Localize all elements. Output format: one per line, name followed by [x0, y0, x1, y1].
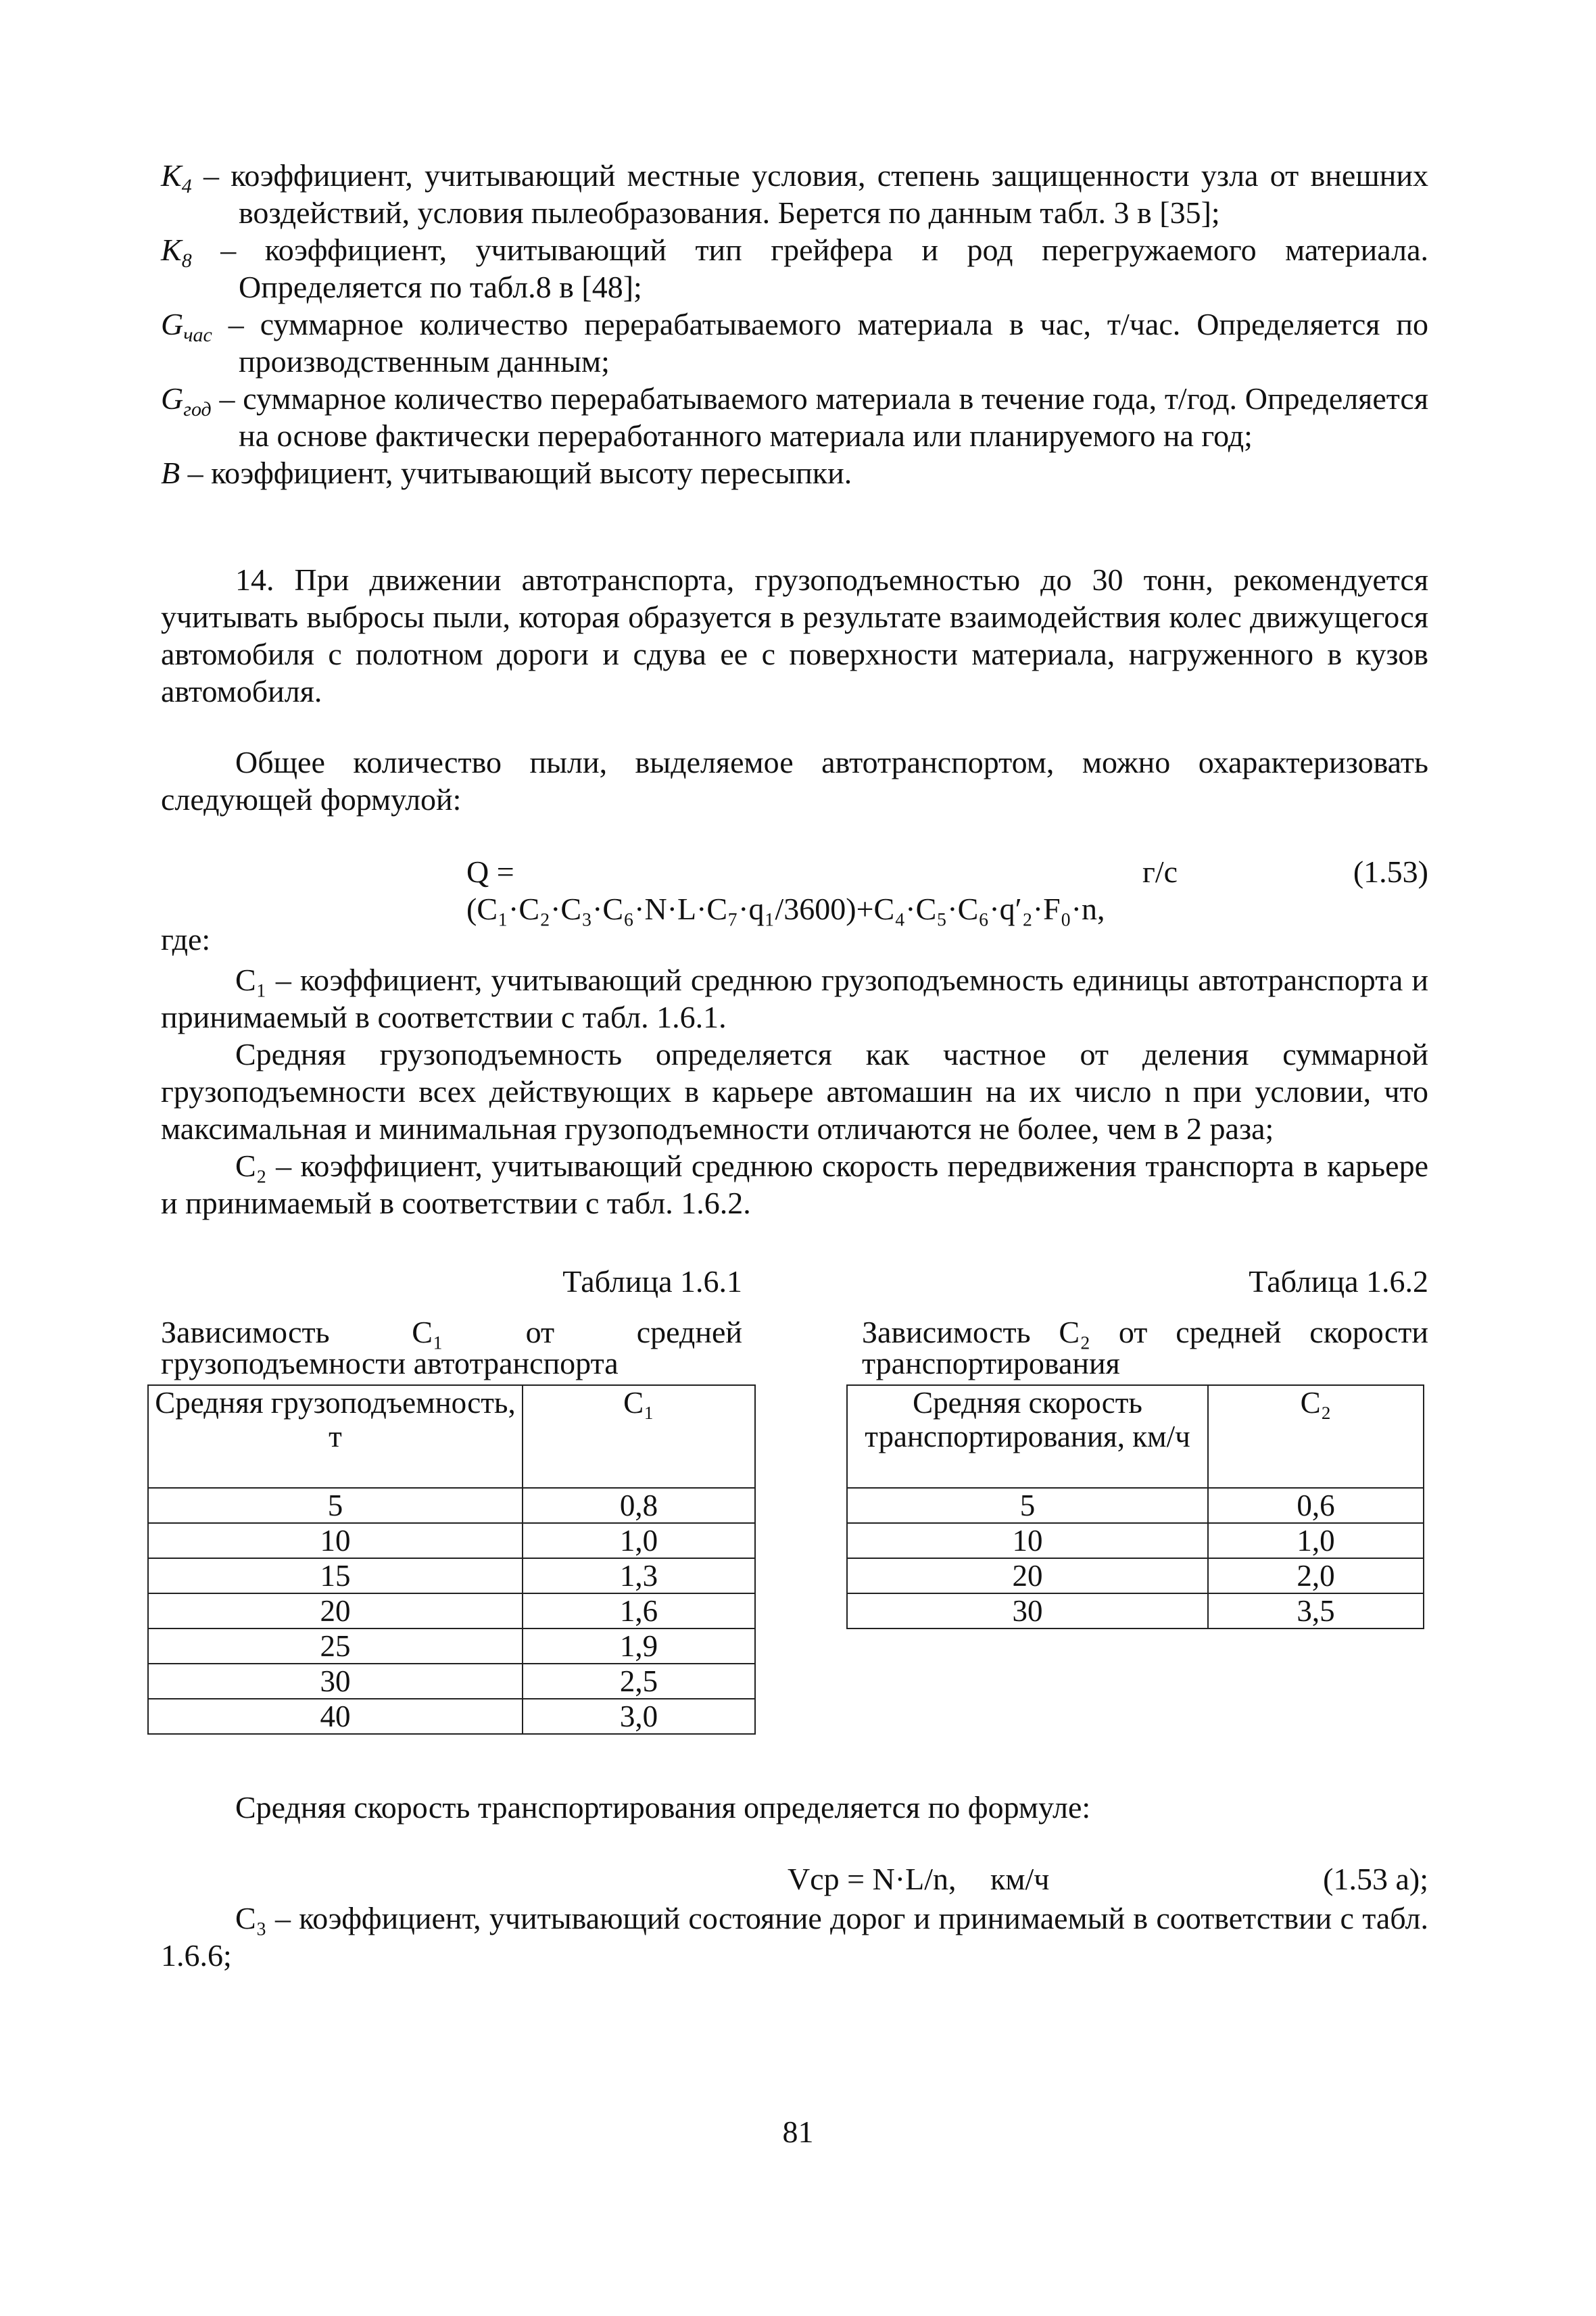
definitions-list — [161, 157, 1428, 491]
table-header-row — [148, 1385, 755, 1488]
paragraph-text: Средняя скорость транспортирования определяется по формуле: — [235, 1790, 1091, 1825]
symbol: G — [161, 307, 184, 341]
table-row — [148, 1699, 755, 1734]
definition-text: – суммарное количество перерабатываемого материала в час, т/час. Определяется по производственным данным; — [212, 307, 1428, 379]
paragraph-text: 14. При движении автотранспорта, грузоподъемностью до 30 тонн, рекомендуется учитывать выбросы пыли, которая образуется в результате взаимодействия колес движущегося автомобиля с полотном дороги и сдува ее с поверхности материала, нагруженного в кузов автомобиля. — [161, 562, 1428, 708]
formula-expression: Vср = N·L/n, — [788, 1862, 957, 1896]
where-label — [161, 921, 1428, 958]
definition-text: – суммарное количество перерабатываемого материала в течение года, т/год. Определяется на основе фактически переработанного материала или планируемого на год; — [211, 381, 1428, 453]
symbol: G — [161, 381, 184, 416]
definition-k4 — [161, 157, 1428, 231]
table-row — [148, 1593, 755, 1629]
formula-unit: км/ч — [990, 1862, 1050, 1896]
table-row — [847, 1558, 1424, 1593]
table-header-row — [847, 1385, 1424, 1488]
cell-capacity: 20 — [148, 1593, 523, 1629]
definition-text: – коэффициент, учитывающий местные условия, степень защищенности узла от внешних воздействий, условия пылеобразования. Берется по данным табл. 3 в [35]; — [191, 158, 1428, 230]
cell-c1: 1,9 — [523, 1629, 755, 1664]
cell-c2: 1,0 — [1208, 1523, 1424, 1558]
table-row — [148, 1488, 755, 1523]
cell-c1: 2,5 — [523, 1664, 755, 1699]
table-row — [148, 1523, 755, 1558]
table-1-6-1-title: Зависимость C₁ от средней грузоподъемности автотранспорта — [161, 1315, 742, 1380]
formula-1-53a — [788, 1860, 1428, 1898]
paragraph-total-dust — [161, 744, 1428, 818]
definition-g-year — [161, 380, 1428, 454]
table-1-6-2-title: Зависимость C₂ от средней скорости транспортирования — [862, 1315, 1428, 1380]
definition-text: – коэффициент, учитывающий высоту пересыпки. — [180, 456, 852, 490]
definition-b — [161, 454, 1428, 491]
cell-c2: 0,6 — [1208, 1488, 1424, 1523]
symbol: B — [161, 456, 180, 490]
formula-1-53 — [466, 853, 1428, 927]
cell-capacity: 5 — [148, 1488, 523, 1523]
cell-c2: 3,5 — [1208, 1593, 1424, 1629]
table-row — [148, 1558, 755, 1593]
table-1-6-1-caption: Таблица 1.6.1 — [562, 1264, 742, 1299]
subscript: год — [183, 398, 212, 420]
c3-definition-block — [161, 1900, 1428, 1974]
table-row — [847, 1523, 1424, 1558]
paragraph-14 — [161, 561, 1428, 710]
cell-speed: 20 — [847, 1558, 1208, 1593]
table-row — [847, 1593, 1424, 1629]
cell-speed: 10 — [847, 1523, 1208, 1558]
cell-c1: 3,0 — [523, 1699, 755, 1734]
cell-c2: 2,0 — [1208, 1558, 1424, 1593]
formula-number: (1.53 а); — [1323, 1862, 1428, 1896]
cell-capacity: 10 — [148, 1523, 523, 1558]
formula-number: (1.53) — [1353, 854, 1428, 889]
cell-c1: 1,3 — [523, 1558, 755, 1593]
table-row — [148, 1629, 755, 1664]
definition-text: – коэффициент, учитывающий тип грейфера и род перегружаемого материала. Определяется по табл.8 в [48]; — [191, 233, 1428, 304]
cell-capacity: 25 — [148, 1629, 523, 1664]
table-1-6-2-caption: Таблица 1.6.2 — [1249, 1264, 1428, 1299]
coefficients-block — [161, 961, 1428, 1222]
header-capacity: Средняя грузоподъемность, т — [148, 1385, 523, 1488]
header-c2: C₂ — [1208, 1385, 1424, 1488]
cell-c1: 1,0 — [523, 1523, 755, 1558]
header-c1: C₁ — [523, 1385, 755, 1488]
header-speed: Средняя скорость транспортирования, км/ч — [847, 1385, 1208, 1488]
formula-unit: г/с — [1142, 854, 1178, 889]
table-row — [847, 1488, 1424, 1523]
cell-capacity: 30 — [148, 1664, 523, 1699]
table-1-6-2 — [846, 1384, 1424, 1629]
definition-k8 — [161, 231, 1428, 306]
c3-definition: C₃ – коэффициент, учитывающий состояние дорог и принимаемый в соответствии с табл. 1.6.6; — [161, 1901, 1428, 1973]
table-row — [148, 1664, 755, 1699]
average-speed-paragraph — [161, 1789, 1428, 1826]
subscript: 4 — [181, 175, 192, 197]
cell-capacity: 40 — [148, 1699, 523, 1734]
where-text: где: — [161, 922, 211, 957]
paragraph-text: Общее количество пыли, выделяемое автотранспортом, можно охарактеризовать следующей формулой: — [161, 745, 1428, 817]
cell-capacity: 15 — [148, 1558, 523, 1593]
table-1-6-1 — [147, 1384, 756, 1735]
c1-definition: C₁ – коэффициент, учитывающий среднюю грузоподъемность единицы автотранспорта и принимаемый в соответствии с табл. 1.6.1. — [161, 963, 1428, 1034]
symbol: K — [161, 233, 182, 267]
subscript: 8 — [181, 249, 192, 272]
average-capacity-paragraph: Средняя грузоподъемность определяется как частное от деления суммарной грузоподъемности всех действующих в карьере автомашин на их число n при условии, что максимальная и минимальная грузоподъемности отличаются не более, чем в 2 раза; — [161, 1037, 1428, 1146]
cell-c1: 0,8 — [523, 1488, 755, 1523]
cell-speed: 30 — [847, 1593, 1208, 1629]
subscript: час — [183, 324, 212, 346]
symbol: K — [161, 158, 182, 193]
c2-definition: C₂ – коэффициент, учитывающий среднюю скорость передвижения транспорта в карьере и принимаемый в соответствии с табл. 1.6.2. — [161, 1149, 1428, 1220]
cell-speed: 5 — [847, 1488, 1208, 1523]
cell-c1: 1,6 — [523, 1593, 755, 1629]
page-number: 81 — [782, 2115, 814, 2149]
definition-g-hour — [161, 306, 1428, 380]
formula-expression: Q = (C₁·C₂·C₃·C₆·N·L·C₇·q₁/3600)+C₄·C₅·C₆·q′₂·F₀·n, — [466, 854, 1105, 926]
